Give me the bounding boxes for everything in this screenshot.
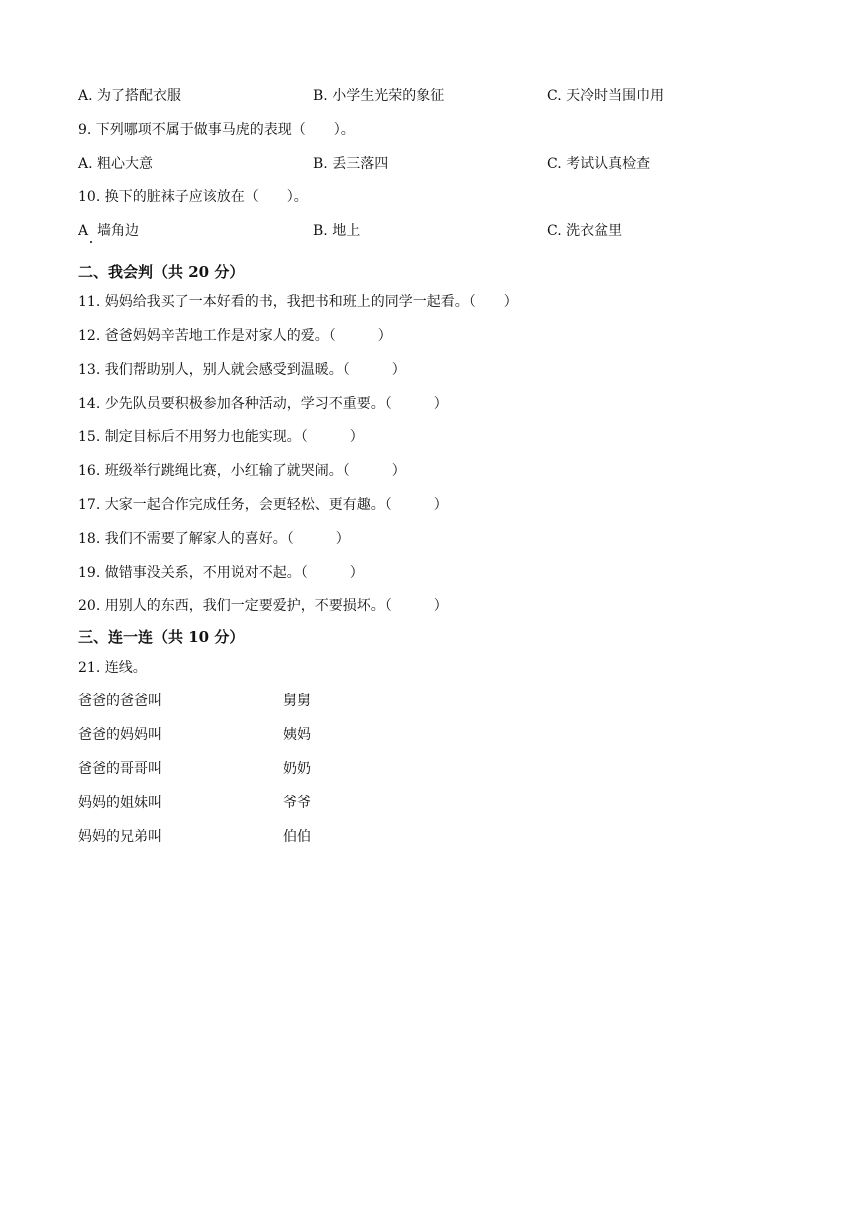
match-left-1: 爸爸的爸爸叫: [78, 693, 162, 709]
match-right-1: 舅舅: [283, 693, 311, 709]
q9-stem: 9. 下列哪项不属于做事马虎的表现（ ）。: [78, 122, 355, 138]
match-right-2: 姨妈: [283, 727, 311, 743]
section-3-title: 三、连一连（共 10 分）: [78, 628, 245, 646]
match-left-5: 妈妈的兄弟叫: [78, 829, 162, 845]
q8-option-a: A. 为了搭配衣服: [78, 88, 182, 104]
judge-item-14: 14. 少先队员要积极参加各种活动，学习不重要。（ ）: [78, 396, 448, 412]
q10-option-a: A 墙角边: [78, 223, 140, 239]
judge-item-11: 11. 妈妈给我买了一本好看的书，我把书和班上的同学一起看。（ ）: [78, 294, 518, 310]
section-2-title: 二、我会判（共 20 分）: [78, 263, 245, 281]
q21-prompt: 21. 连线。: [78, 660, 147, 676]
q10-stem: 10. 换下的脏袜子应该放在（ ）。: [78, 189, 308, 205]
judge-item-18: 18. 我们不需要了解家人的喜好。（ ）: [78, 531, 350, 547]
judge-item-17: 17. 大家一起合作完成任务，会更轻松、更有趣。（ ）: [78, 497, 448, 513]
q9-option-c: C. 考试认真检查: [547, 156, 651, 172]
judge-item-13: 13. 我们帮助别人，别人就会感受到温暖。（ ）: [78, 362, 406, 378]
q8-option-b: B. 小学生光荣的象征: [313, 88, 445, 104]
judge-item-15: 15. 制定目标后不用努力也能实现。（ ）: [78, 429, 364, 445]
judge-item-19: 19. 做错事没关系，不用说对不起。（ ）: [78, 565, 364, 581]
match-right-5: 伯伯: [283, 829, 311, 845]
match-left-3: 爸爸的哥哥叫: [78, 761, 162, 777]
judge-item-16: 16. 班级举行跳绳比赛，小红输了就哭闹。（ ）: [78, 463, 406, 479]
q10-option-b: B. 地上: [313, 223, 361, 239]
match-left-4: 妈妈的姐妹叫: [78, 795, 162, 811]
option-dot-mark: [90, 241, 92, 243]
judge-item-12: 12. 爸爸妈妈辛苦地工作是对家人的爱。（ ）: [78, 328, 392, 344]
q9-option-a: A. 粗心大意: [78, 156, 154, 172]
match-left-2: 爸爸的妈妈叫: [78, 727, 162, 743]
match-right-3: 奶奶: [283, 761, 311, 777]
match-right-4: 爷爷: [283, 795, 311, 811]
q10-option-c: C. 洗衣盆里: [547, 223, 623, 239]
q8-option-c: C. 天冷时当围巾用: [547, 88, 665, 104]
q9-option-b: B. 丢三落四: [313, 156, 389, 172]
judge-item-20: 20. 用别人的东西，我们一定要爱护，不要损坏。（ ）: [78, 598, 448, 614]
